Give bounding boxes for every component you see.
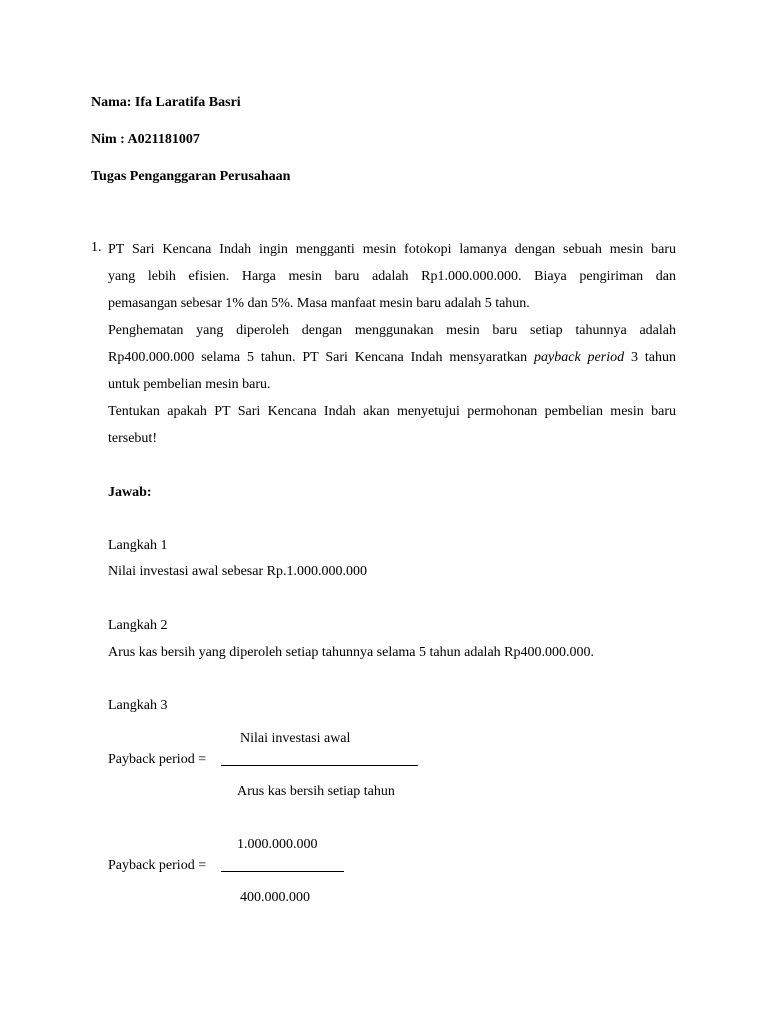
task-title: Tugas Penganggaran Perusahaan <box>91 169 291 184</box>
question-line-4: Penghematan yang diperoleh dengan menggunakan mesin baru setiap tahunnya adalah <box>108 323 676 338</box>
payback-period-term: payback period <box>534 350 625 365</box>
question-line-8: tersebut! <box>108 431 157 446</box>
step1-label: Langkah 1 <box>108 538 168 553</box>
question-line-1: PT Sari Kencana Indah ingin mengganti mesin fotokopi lamanya dengan sebuah mesin baru <box>108 242 676 257</box>
formula2-lhs: Payback period = <box>108 858 207 873</box>
step3-label: Langkah 3 <box>108 698 168 713</box>
question-line-5-pre: Rp400.000.000 selama 5 tahun. PT Sari Kencana Indah mensyaratkan <box>108 350 535 365</box>
step2-label: Langkah 2 <box>108 618 168 633</box>
question-line-5-post: 3 tahun <box>624 350 676 365</box>
question-number: 1. <box>91 240 102 255</box>
question-text <box>108 236 676 452</box>
formula1-numerator: Nilai investasi awal <box>240 731 351 746</box>
student-nim: Nim : A021181007 <box>91 132 200 147</box>
step1-text: Nilai investasi awal sebesar Rp.1.000.000.000 <box>108 564 367 579</box>
answer-heading: Jawab: <box>108 485 152 500</box>
question-line-2: yang lebih efisien. Harga mesin baru adalah Rp1.000.000.000. Biaya pengiriman dan <box>108 269 676 284</box>
formula1-denominator: Arus kas bersih setiap tahun <box>237 784 395 799</box>
formula2-fraction-bar <box>221 871 344 872</box>
student-name: Nama: Ifa Laratifa Basri <box>91 95 241 110</box>
question-line-3: pemasangan sebesar 1% dan 5%. Masa manfaat mesin baru adalah 5 tahun. <box>108 296 530 311</box>
question-line-6: untuk pembelian mesin baru. <box>108 377 271 392</box>
question-line-7: Tentukan apakah PT Sari Kencana Indah akan menyetujui permohonan pembelian mesin baru <box>108 404 676 419</box>
formula2-denominator: 400.000.000 <box>240 890 310 905</box>
formula2-numerator: 1.000.000.000 <box>237 837 318 852</box>
question-line-5 <box>108 344 676 371</box>
step2-text: Arus kas bersih yang diperoleh setiap tahunnya selama 5 tahun adalah Rp400.000.000. <box>108 645 594 660</box>
formula1-lhs: Payback period = <box>108 752 207 767</box>
formula1-fraction-bar <box>221 765 418 766</box>
